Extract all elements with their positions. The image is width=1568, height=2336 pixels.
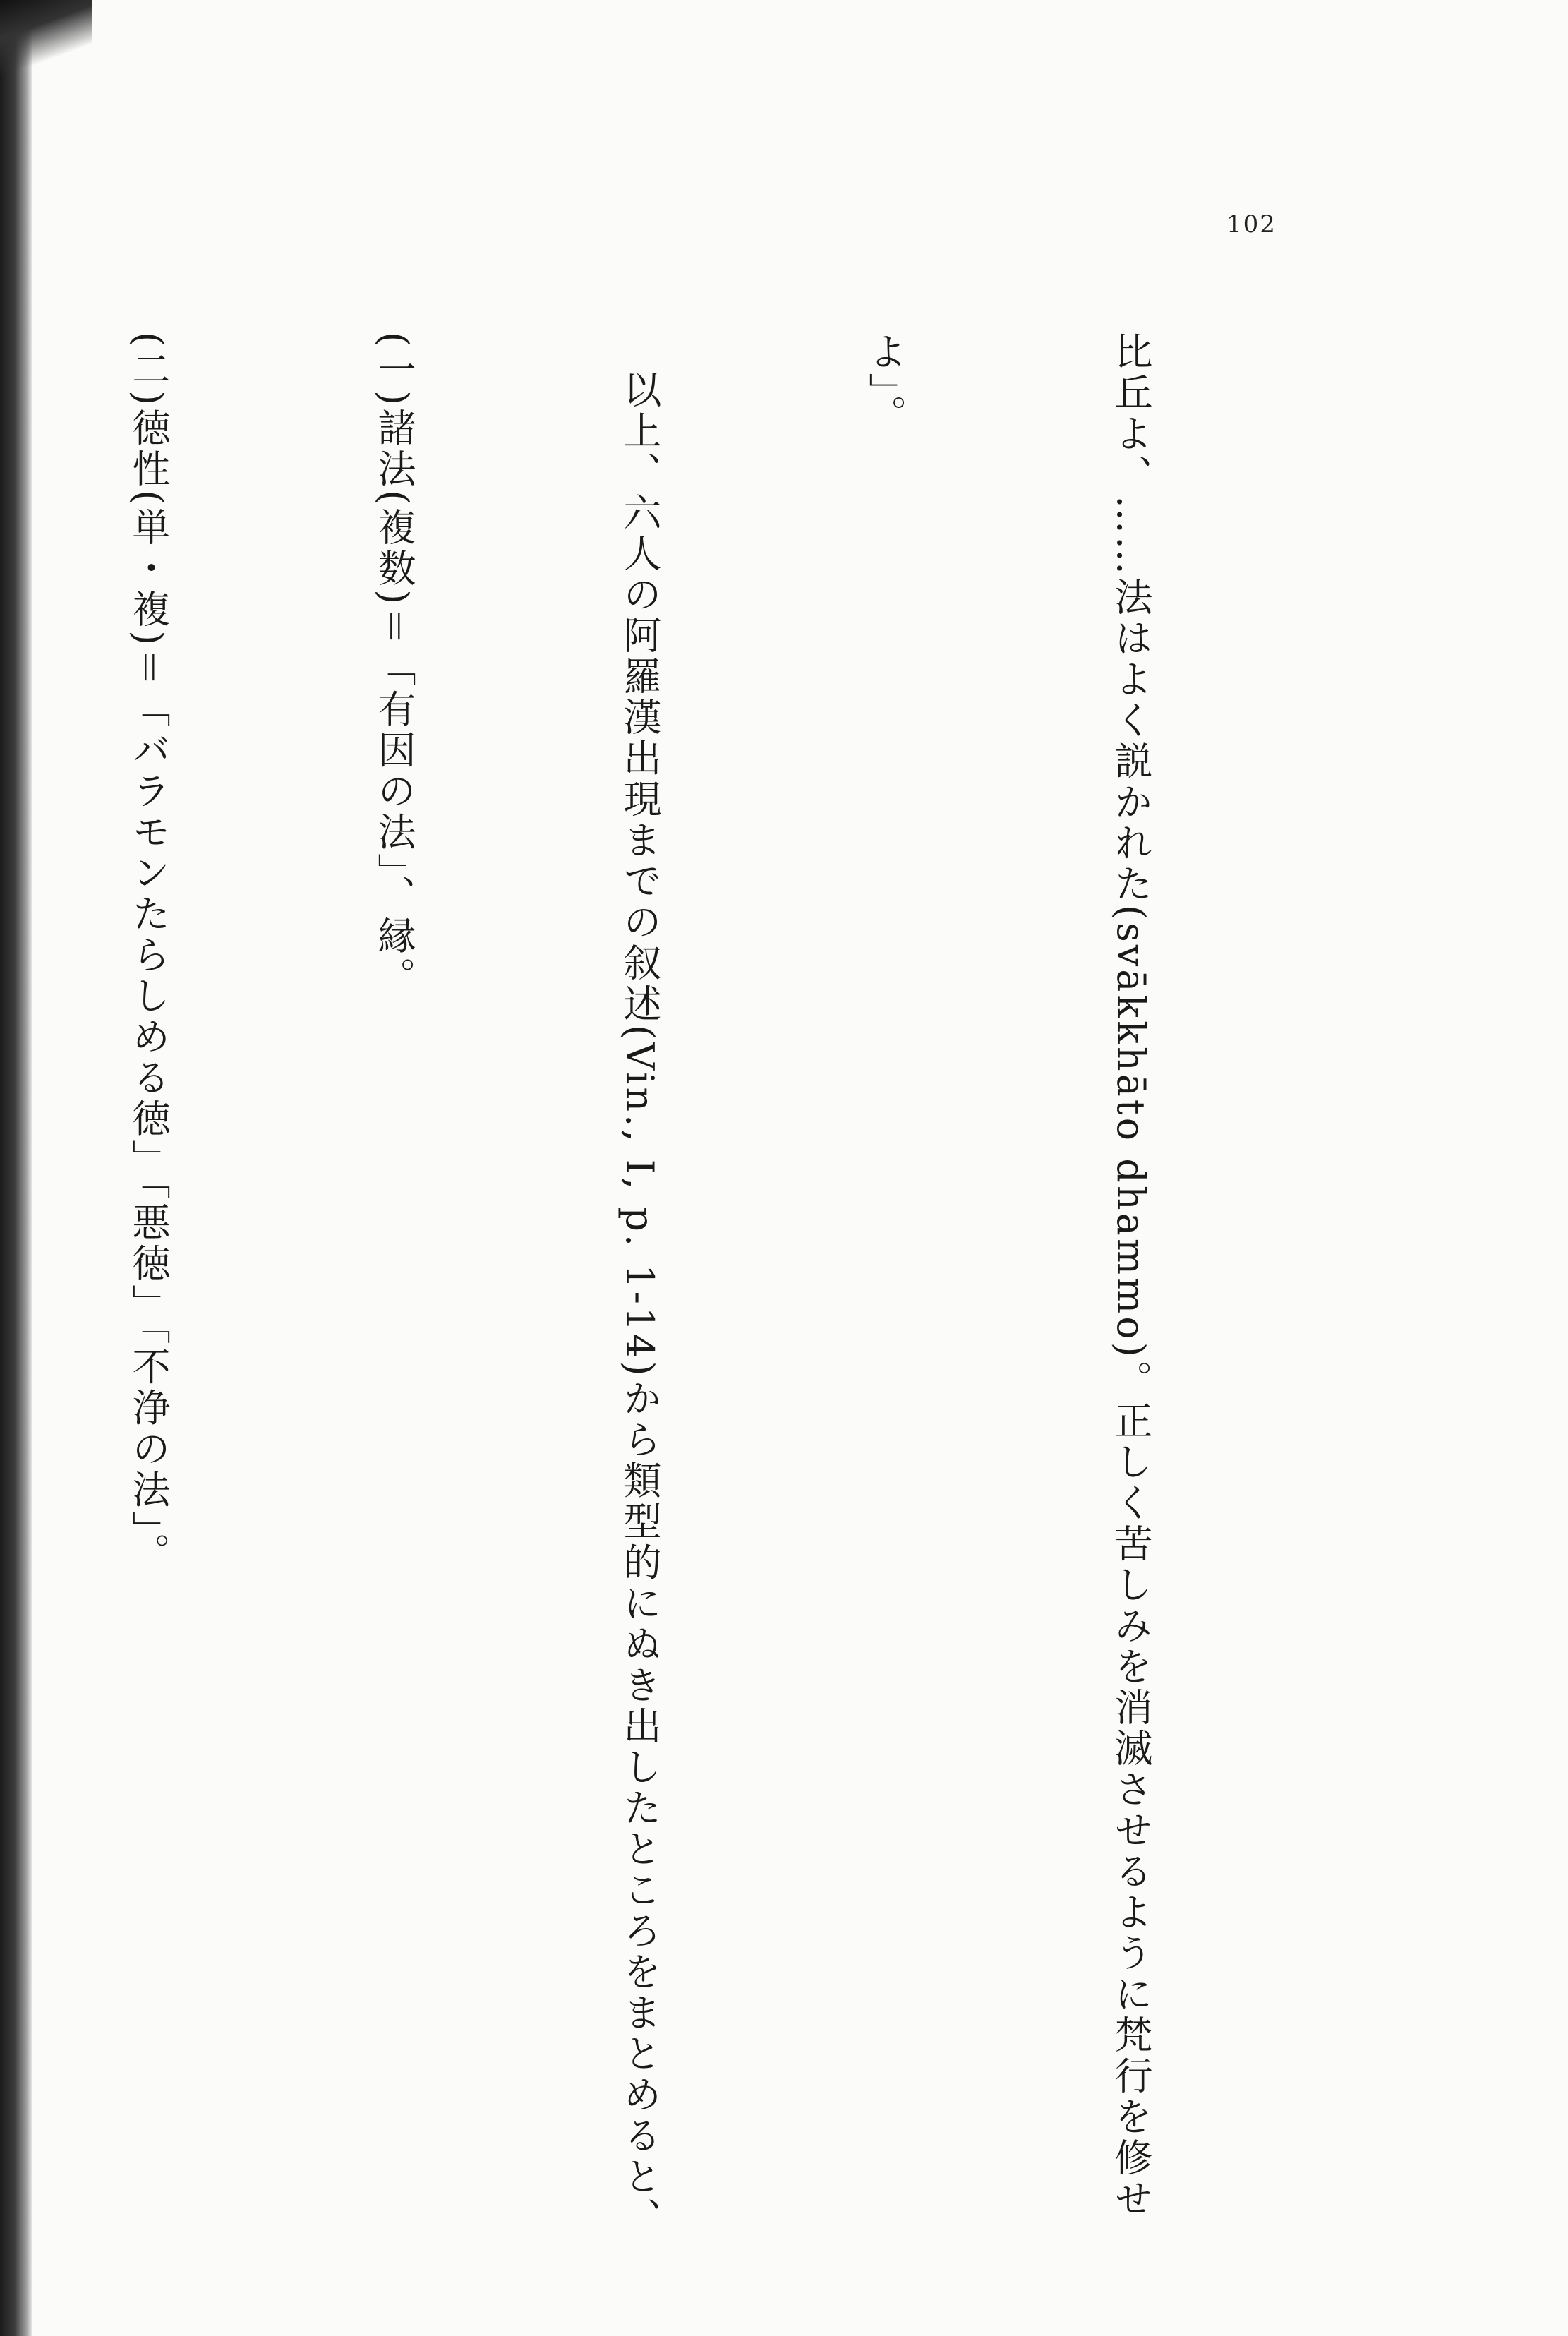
text-line: 比丘よ、……法はよく説かれた(svākkhāto dhammo)。正しく苦しみを消滅させるように梵行を修せ xyxy=(1109,332,1153,2220)
text-line: 以上、六人の阿羅漢出現までの叙述(Vin., I, p. 1-14)から類型的にぬき出したところをまとめると、 xyxy=(617,370,662,2239)
page-number: 102 xyxy=(1226,210,1277,239)
vertical-text-body xyxy=(0,332,1335,2239)
text-line: (二)徳性(単・複)＝「バラモンたらしめる徳」「悪徳」「不浄の法」。 xyxy=(126,332,171,1574)
text-line: よ」。 xyxy=(863,332,907,435)
scan-corner-shadow xyxy=(0,0,92,78)
text-line: (一)諸法(複数)＝「有因の法」、縁。 xyxy=(372,332,416,998)
